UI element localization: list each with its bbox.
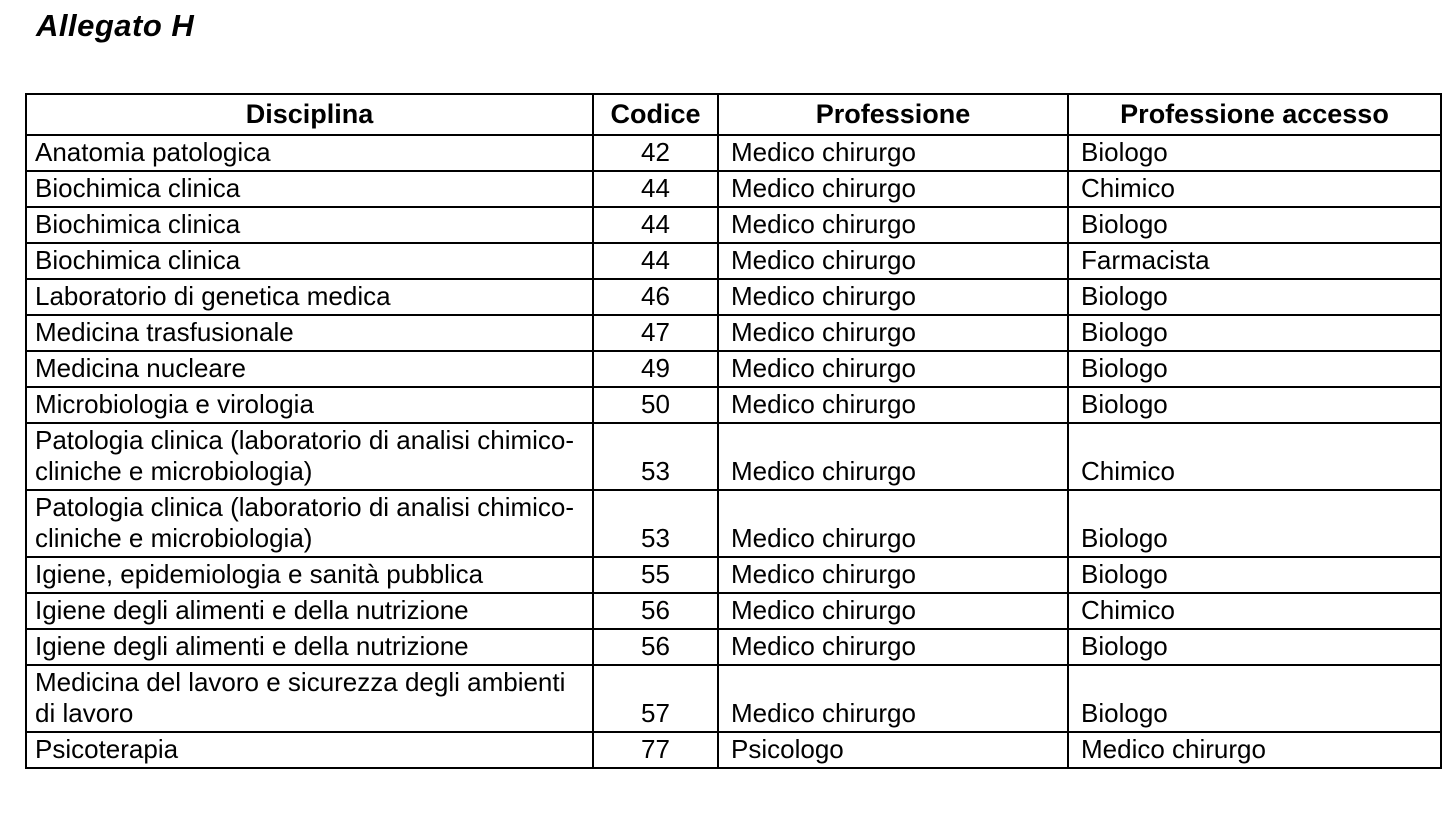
table-cell-accesso: Chimico xyxy=(1068,423,1441,490)
table-cell-disciplina: Patologia clinica (laboratorio di analisi chimico-cliniche e microbiologia) xyxy=(26,423,593,490)
table-cell-codice: 42 xyxy=(593,135,718,171)
allegato-h-table xyxy=(25,93,1442,769)
table-cell-accesso: Biologo xyxy=(1068,207,1441,243)
table-cell-codice: 47 xyxy=(593,315,718,351)
table-cell-disciplina: Biochimica clinica xyxy=(26,243,593,279)
table-cell-professione: Medico chirurgo xyxy=(718,629,1068,665)
table-cell-accesso: Biologo xyxy=(1068,315,1441,351)
table-cell-accesso: Farmacista xyxy=(1068,243,1441,279)
table-row xyxy=(26,315,1441,351)
table-cell-professione: Medico chirurgo xyxy=(718,207,1068,243)
table-cell-professione: Medico chirurgo xyxy=(718,243,1068,279)
table-row xyxy=(26,243,1441,279)
table-cell-professione: Medico chirurgo xyxy=(718,171,1068,207)
table-row xyxy=(26,629,1441,665)
table-cell-disciplina: Medicina trasfusionale xyxy=(26,315,593,351)
table-cell-professione: Medico chirurgo xyxy=(718,665,1068,732)
table-cell-professione: Medico chirurgo xyxy=(718,423,1068,490)
table-row xyxy=(26,135,1441,171)
table-cell-accesso: Chimico xyxy=(1068,593,1441,629)
page-title: Allegato H xyxy=(36,8,195,43)
table-cell-professione: Medico chirurgo xyxy=(718,490,1068,557)
table-cell-professione: Psicologo xyxy=(718,732,1068,768)
table-row xyxy=(26,665,1441,732)
table-cell-professione: Medico chirurgo xyxy=(718,279,1068,315)
table-row xyxy=(26,351,1441,387)
table-cell-disciplina: Igiene degli alimenti e della nutrizione xyxy=(26,629,593,665)
table-cell-accesso: Chimico xyxy=(1068,171,1441,207)
table-cell-disciplina: Anatomia patologica xyxy=(26,135,593,171)
table-row xyxy=(26,279,1441,315)
table-cell-accesso: Biologo xyxy=(1068,351,1441,387)
table-cell-codice: 56 xyxy=(593,629,718,665)
table-cell-codice: 56 xyxy=(593,593,718,629)
column-header-professione-accesso: Professione accesso xyxy=(1068,94,1441,135)
table-cell-codice: 77 xyxy=(593,732,718,768)
column-header-professione: Professione xyxy=(718,94,1068,135)
table-cell-codice: 50 xyxy=(593,387,718,423)
table-row xyxy=(26,171,1441,207)
table-cell-professione: Medico chirurgo xyxy=(718,351,1068,387)
table-cell-codice: 55 xyxy=(593,557,718,593)
table-cell-codice: 44 xyxy=(593,171,718,207)
table-cell-accesso: Biologo xyxy=(1068,665,1441,732)
table-cell-accesso: Medico chirurgo xyxy=(1068,732,1441,768)
table-header-row xyxy=(26,94,1441,135)
table-cell-codice: 44 xyxy=(593,207,718,243)
table-cell-codice: 49 xyxy=(593,351,718,387)
table-cell-disciplina: Psicoterapia xyxy=(26,732,593,768)
column-header-disciplina: Disciplina xyxy=(26,94,593,135)
table-cell-disciplina: Patologia clinica (laboratorio di analisi chimico-cliniche e microbiologia) xyxy=(26,490,593,557)
table-cell-disciplina: Laboratorio di genetica medica xyxy=(26,279,593,315)
table-row xyxy=(26,490,1441,557)
table-cell-codice: 53 xyxy=(593,490,718,557)
table-cell-disciplina: Igiene degli alimenti e della nutrizione xyxy=(26,593,593,629)
table-cell-disciplina: Medicina del lavoro e sicurezza degli ambienti di lavoro xyxy=(26,665,593,732)
table-cell-disciplina: Biochimica clinica xyxy=(26,207,593,243)
table-cell-disciplina: Biochimica clinica xyxy=(26,171,593,207)
table-cell-disciplina: Medicina nucleare xyxy=(26,351,593,387)
column-header-codice: Codice xyxy=(593,94,718,135)
table-row xyxy=(26,423,1441,490)
table-cell-disciplina: Microbiologia e virologia xyxy=(26,387,593,423)
table-cell-professione: Medico chirurgo xyxy=(718,557,1068,593)
table-row xyxy=(26,207,1441,243)
table-cell-professione: Medico chirurgo xyxy=(718,593,1068,629)
table-row xyxy=(26,557,1441,593)
table-cell-codice: 53 xyxy=(593,423,718,490)
table-cell-accesso: Biologo xyxy=(1068,279,1441,315)
table-header xyxy=(26,94,1441,135)
table-cell-disciplina: Igiene, epidemiologia e sanità pubblica xyxy=(26,557,593,593)
table-cell-codice: 57 xyxy=(593,665,718,732)
table-cell-accesso: Biologo xyxy=(1068,135,1441,171)
table-row xyxy=(26,593,1441,629)
table-cell-professione: Medico chirurgo xyxy=(718,315,1068,351)
table-cell-accesso: Biologo xyxy=(1068,387,1441,423)
table-cell-accesso: Biologo xyxy=(1068,557,1441,593)
table-cell-codice: 46 xyxy=(593,279,718,315)
table-row xyxy=(26,387,1441,423)
table-body xyxy=(26,135,1441,768)
table-cell-professione: Medico chirurgo xyxy=(718,387,1068,423)
table-cell-professione: Medico chirurgo xyxy=(718,135,1068,171)
table-cell-codice: 44 xyxy=(593,243,718,279)
table-row xyxy=(26,732,1441,768)
table-cell-accesso: Biologo xyxy=(1068,490,1441,557)
table-cell-accesso: Biologo xyxy=(1068,629,1441,665)
